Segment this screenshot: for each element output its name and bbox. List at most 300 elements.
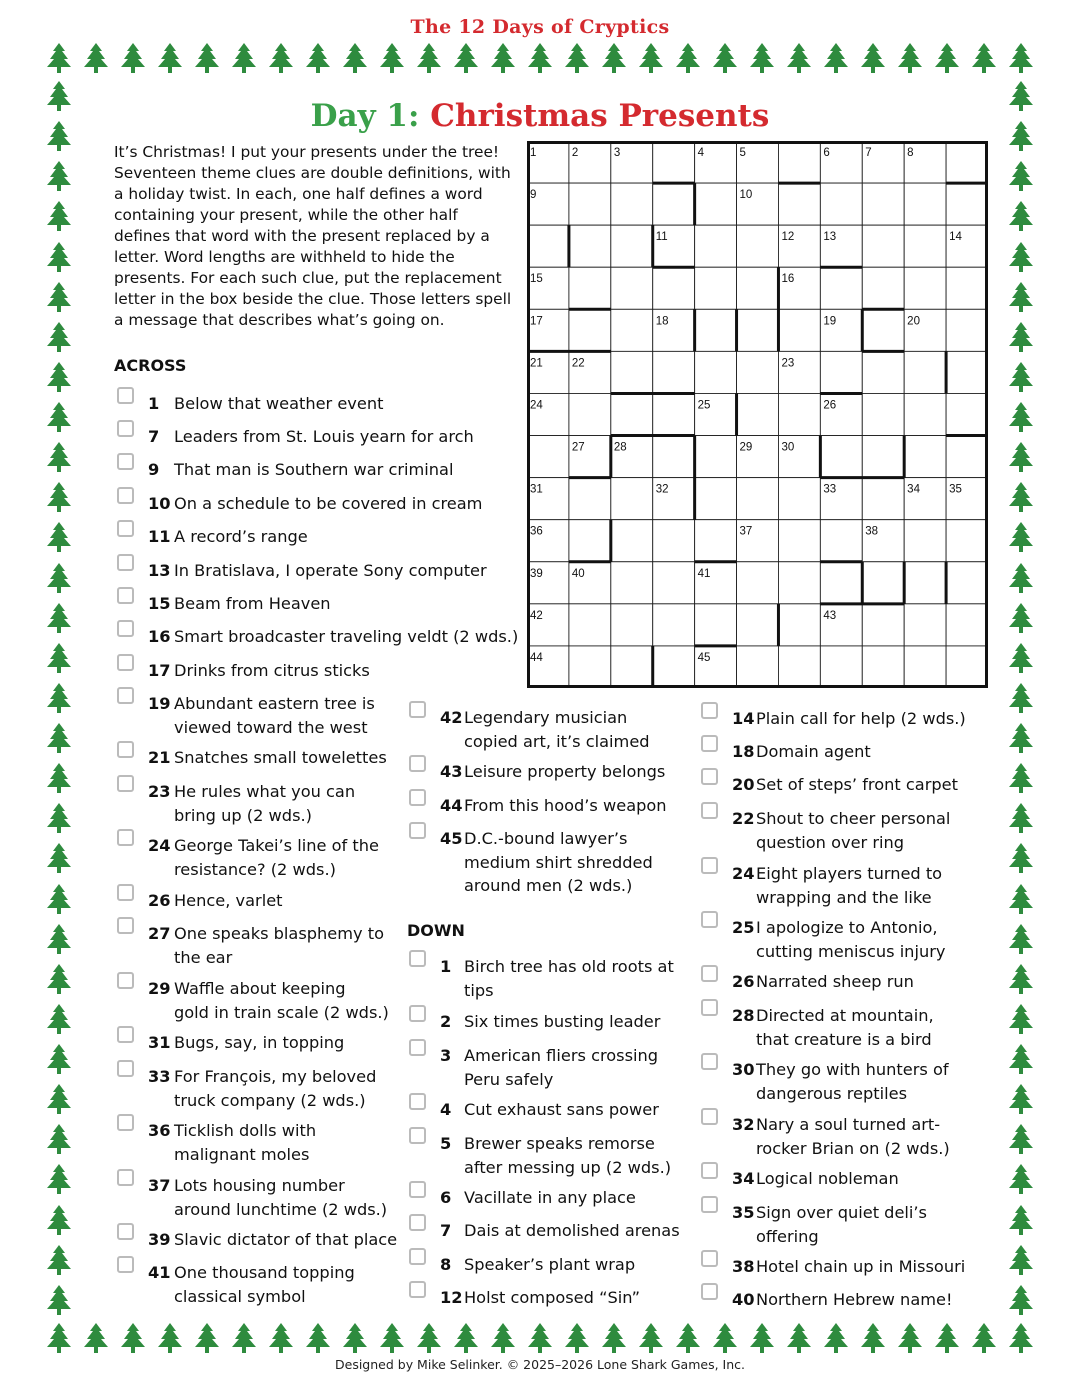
grid-cell[interactable]: [778, 309, 820, 351]
tree-icon: [303, 42, 333, 74]
answer-checkbox[interactable]: [409, 755, 426, 772]
grid-cell[interactable]: [904, 520, 946, 562]
tree-icon: [44, 1043, 74, 1075]
answer-checkbox[interactable]: [409, 1005, 426, 1022]
clue-number: 2: [440, 1012, 452, 1031]
grid-cell[interactable]: [611, 646, 653, 688]
tree-icon: [1006, 321, 1036, 353]
tree-icon: [1006, 923, 1036, 955]
tree-icon: [44, 602, 74, 634]
clue-number: 24: [148, 836, 171, 855]
answer-checkbox[interactable]: [117, 775, 134, 792]
grid-cell[interactable]: [569, 520, 611, 562]
clue-text: Legendary musician copied art, it’s claimed: [464, 708, 650, 751]
answer-checkbox[interactable]: [701, 1283, 718, 1300]
tree-icon: [858, 42, 888, 74]
tree-icon: [155, 1322, 185, 1354]
grid-cell[interactable]: [946, 436, 988, 478]
tree-icon: [1006, 1123, 1036, 1155]
grid-cell[interactable]: [695, 225, 737, 267]
tree-icon: [932, 42, 962, 74]
grid-cell[interactable]: [862, 351, 904, 393]
tree-border-bottom: [44, 1322, 1036, 1354]
clue-text: Speaker’s plant wrap: [464, 1255, 636, 1274]
clue-number: 31: [148, 1033, 171, 1052]
tree-icon: [562, 1322, 592, 1354]
tree-icon: [44, 321, 74, 353]
answer-checkbox[interactable]: [701, 1108, 718, 1125]
grid-number: 38: [865, 525, 879, 538]
grid-cell[interactable]: [862, 604, 904, 646]
answer-checkbox[interactable]: [409, 1281, 426, 1298]
grid-cell[interactable]: [862, 646, 904, 688]
clue-text: Sign over quiet deli’s offering: [756, 1203, 927, 1246]
clue-number: 19: [148, 694, 171, 713]
grid-cell[interactable]: [820, 351, 862, 393]
tree-icon: [118, 1322, 148, 1354]
clue-number: 16: [148, 627, 171, 646]
grid-cell[interactable]: [904, 393, 946, 435]
grid-cell[interactable]: [527, 225, 569, 267]
answer-checkbox[interactable]: [409, 1039, 426, 1056]
clue-number: 42: [440, 708, 463, 727]
clue-text: George Takei’s line of the resistance? (2 wds.): [174, 836, 379, 879]
grid-cell[interactable]: [946, 562, 988, 604]
clue-number: 7: [148, 427, 160, 446]
clue-number: 11: [148, 527, 171, 546]
clue-number: 22: [732, 809, 755, 828]
answer-checkbox[interactable]: [701, 999, 718, 1016]
grid-number: 35: [949, 483, 962, 496]
grid-cell[interactable]: [653, 520, 695, 562]
intro-text: It’s Christmas! I put your presents under the tree! Seventeen theme clues are double definitions, with a holiday twist. In each, one half defines a word containing your present, while the other half defines that word with the present replaced by a letter. Word lengths are withheld to hide the presents. For each such clue, put the replacement letter in the box beside the clue. Those letters spell a message that describes what’s going on.: [114, 143, 512, 329]
grid-cell[interactable]: [737, 604, 779, 646]
grid-cell[interactable]: [862, 436, 904, 478]
answer-checkbox[interactable]: [409, 1181, 426, 1198]
tree-icon: [969, 1322, 999, 1354]
clue-text: D.C.-bound lawyer’s medium shirt shredded around men (2 wds.): [464, 829, 653, 895]
grid-cell[interactable]: [778, 520, 820, 562]
grid-number: 33: [823, 483, 837, 496]
tree-icon: [44, 1083, 74, 1115]
clue-text: On a schedule to be covered in cream: [174, 494, 483, 513]
grid-cell[interactable]: [611, 562, 653, 604]
tree-icon: [44, 883, 74, 915]
grid-cell[interactable]: [862, 309, 904, 351]
clue-text: Slavic dictator of that place: [174, 1230, 398, 1249]
grid-cell[interactable]: [820, 562, 862, 604]
answer-checkbox[interactable]: [117, 829, 134, 846]
tree-icon: [1006, 1284, 1036, 1316]
grid-number: 31: [530, 483, 543, 496]
grid-cell[interactable]: [778, 562, 820, 604]
answer-checkbox[interactable]: [409, 1093, 426, 1110]
grid-cell[interactable]: [862, 562, 904, 604]
answer-checkbox[interactable]: [701, 735, 718, 752]
grid-cell[interactable]: [653, 436, 695, 478]
answer-checkbox[interactable]: [117, 487, 134, 504]
tree-icon: [1006, 602, 1036, 634]
clue-number: 1: [440, 957, 452, 976]
clue-number: 34: [732, 1169, 755, 1188]
clue-number: 29: [148, 979, 171, 998]
grid-cell[interactable]: [695, 520, 737, 562]
grid-cell[interactable]: [904, 646, 946, 688]
grid-number: 19: [823, 315, 837, 328]
grid-cell[interactable]: [569, 309, 611, 351]
grid-number: 25: [697, 399, 711, 412]
tree-icon: [1006, 200, 1036, 232]
grid-cell[interactable]: [611, 604, 653, 646]
clue-number: 23: [148, 782, 171, 801]
grid-cell[interactable]: [862, 183, 904, 225]
clue-number: 27: [148, 924, 171, 943]
clue-text: Shout to cheer personal question over ring: [756, 809, 951, 852]
grid-cell[interactable]: [569, 267, 611, 309]
grid-cell[interactable]: [904, 351, 946, 393]
tree-icon: [1006, 1244, 1036, 1276]
grid-cell[interactable]: [695, 267, 737, 309]
answer-checkbox[interactable]: [117, 1256, 134, 1273]
clue-text: Ticklish dolls with malignant moles: [174, 1121, 317, 1164]
tree-icon: [1006, 481, 1036, 513]
tree-icon: [895, 42, 925, 74]
grid-cell[interactable]: [862, 478, 904, 520]
grid-cell[interactable]: [862, 225, 904, 267]
grid-number: 24: [530, 399, 543, 412]
grid-cell[interactable]: [611, 183, 653, 225]
grid-cell[interactable]: [569, 393, 611, 435]
answer-checkbox[interactable]: [701, 768, 718, 785]
answer-checkbox[interactable]: [701, 857, 718, 874]
answer-checkbox[interactable]: [117, 387, 134, 404]
tree-border-left: [44, 80, 74, 1316]
grid-cell[interactable]: [611, 309, 653, 351]
grid-cell[interactable]: [904, 225, 946, 267]
tree-icon: [229, 42, 259, 74]
grid-cell[interactable]: [778, 393, 820, 435]
grid-number: 27: [571, 441, 585, 454]
clue-number: 44: [440, 796, 463, 815]
clue-number: 15: [148, 594, 171, 613]
clue-text: For François, my beloved truck company (2 wds.): [174, 1067, 377, 1110]
grid-cell[interactable]: [862, 267, 904, 309]
grid-cell[interactable]: [737, 478, 779, 520]
grid-number: 1: [530, 147, 537, 159]
clue-text: Drinks from citrus sticks: [174, 661, 370, 680]
clue-text: Northern Hebrew name!: [756, 1290, 953, 1309]
tree-icon: [636, 1322, 666, 1354]
grid-cell[interactable]: [611, 351, 653, 393]
crossword-grid-svg[interactable]: [527, 141, 988, 688]
grid-cell[interactable]: [611, 478, 653, 520]
answer-checkbox[interactable]: [117, 741, 134, 758]
grid-cell[interactable]: [569, 225, 611, 267]
grid-number: 11: [655, 231, 668, 244]
grid-cell[interactable]: [737, 646, 779, 688]
clue-number: 13: [148, 561, 171, 580]
clue-number: 21: [148, 748, 171, 767]
answer-checkbox[interactable]: [117, 1060, 134, 1077]
answer-checkbox[interactable]: [117, 587, 134, 604]
grid-cell[interactable]: [653, 646, 695, 688]
grid-cell[interactable]: [695, 183, 737, 225]
grid-cell[interactable]: [904, 604, 946, 646]
grid-cell[interactable]: [653, 183, 695, 225]
grid-cell[interactable]: [737, 351, 779, 393]
tree-icon: [1006, 1083, 1036, 1115]
grid-number: 30: [781, 441, 795, 454]
answer-checkbox[interactable]: [701, 802, 718, 819]
answer-checkbox[interactable]: [117, 620, 134, 637]
grid-cell[interactable]: [820, 646, 862, 688]
answer-checkbox[interactable]: [701, 1196, 718, 1213]
answer-checkbox[interactable]: [117, 972, 134, 989]
clue-text: Hotel chain up in Missouri: [756, 1257, 966, 1276]
grid-cell[interactable]: [569, 478, 611, 520]
answer-checkbox[interactable]: [117, 554, 134, 571]
answer-checkbox[interactable]: [117, 654, 134, 671]
answer-checkbox[interactable]: [409, 950, 426, 967]
clue-text: Dais at demolished arenas: [464, 1221, 680, 1240]
answer-checkbox[interactable]: [117, 520, 134, 537]
grid-number: 14: [949, 231, 962, 244]
tree-icon: [562, 42, 592, 74]
answer-checkbox[interactable]: [701, 702, 718, 719]
tree-icon: [1006, 1163, 1036, 1195]
clue-number: 37: [148, 1176, 171, 1195]
grid-number: 41: [697, 567, 711, 580]
clue-number: 35: [732, 1203, 755, 1222]
grid-cell[interactable]: [695, 436, 737, 478]
clue-text: He rules what you can bring up (2 wds.): [174, 782, 356, 825]
tree-icon: [192, 42, 222, 74]
tree-icon: [340, 1322, 370, 1354]
answer-checkbox[interactable]: [701, 1053, 718, 1070]
grid-cell[interactable]: [946, 520, 988, 562]
tree-icon: [44, 1163, 74, 1195]
grid-cell[interactable]: [778, 183, 820, 225]
grid-cell[interactable]: [653, 267, 695, 309]
tree-icon: [155, 42, 185, 74]
tree-icon: [1006, 722, 1036, 754]
grid-number: 28: [613, 441, 627, 454]
tree-icon: [525, 42, 555, 74]
grid-cell[interactable]: [611, 520, 653, 562]
grid-number: 7: [865, 147, 872, 159]
grid-number: 16: [781, 273, 795, 286]
clue-text: Narrated sheep run: [756, 972, 914, 991]
tree-icon: [1006, 1003, 1036, 1035]
clue-text: Nary a soul turned art- rocker Brian on (2 wds.): [756, 1115, 950, 1158]
clue-text: Eight players turned to wrapping and the like: [756, 864, 943, 907]
clue-number: 8: [440, 1255, 452, 1274]
answer-checkbox[interactable]: [409, 822, 426, 839]
grid-number: 4: [697, 147, 705, 159]
answer-checkbox[interactable]: [117, 917, 134, 934]
grid-cell[interactable]: [820, 267, 862, 309]
grid-cell[interactable]: [820, 183, 862, 225]
clue-number: 9: [148, 460, 160, 479]
tree-icon: [44, 642, 74, 674]
tree-icon: [1006, 842, 1036, 874]
clue-text: A record’s range: [174, 527, 308, 546]
clue-text: Waffle about keeping gold in train scale (2 wds.): [174, 979, 389, 1022]
grid-cell[interactable]: [946, 604, 988, 646]
answer-checkbox[interactable]: [701, 965, 718, 982]
tree-icon: [1006, 42, 1036, 74]
grid-cell[interactable]: [904, 267, 946, 309]
grid-cell[interactable]: [946, 393, 988, 435]
clue-text: From this hood’s weapon: [464, 796, 667, 815]
grid-cell[interactable]: [820, 520, 862, 562]
clue-number: 10: [148, 494, 171, 513]
clue-text: I apologize to Antonio, cutting meniscus injury: [756, 918, 946, 961]
clue-text: They go with hunters of dangerous reptiles: [756, 1060, 949, 1103]
grid-cell[interactable]: [737, 393, 779, 435]
tree-icon: [44, 1003, 74, 1035]
answer-checkbox[interactable]: [701, 1250, 718, 1267]
answer-checkbox[interactable]: [117, 687, 134, 704]
grid-cell[interactable]: [946, 183, 988, 225]
clue-number: 6: [440, 1188, 452, 1207]
grid-cell[interactable]: [946, 309, 988, 351]
answer-checkbox[interactable]: [409, 789, 426, 806]
grid-cell[interactable]: [653, 562, 695, 604]
grid-cell[interactable]: [778, 141, 820, 183]
tree-icon: [44, 1284, 74, 1316]
grid-cell[interactable]: [569, 646, 611, 688]
tree-icon: [1006, 802, 1036, 834]
clue-text: Vacillate in any place: [464, 1188, 636, 1207]
grid-number: 20: [907, 315, 920, 328]
answer-checkbox[interactable]: [117, 1223, 134, 1240]
grid-cell[interactable]: [527, 436, 569, 478]
grid-number: 40: [571, 567, 585, 580]
clue-text: That man is Southern war criminal: [174, 460, 454, 479]
clue-text: One speaks blasphemy to the ear: [174, 924, 385, 967]
tree-icon: [1006, 401, 1036, 433]
grid-number: 26: [823, 399, 837, 412]
clue-number: 33: [148, 1067, 171, 1086]
grid-cell[interactable]: [569, 183, 611, 225]
grid-cell[interactable]: [611, 225, 653, 267]
tree-icon: [44, 923, 74, 955]
grid-cell[interactable]: [778, 646, 820, 688]
tree-icon: [969, 42, 999, 74]
grid-cell[interactable]: [569, 604, 611, 646]
grid-cell[interactable]: [778, 604, 820, 646]
tree-icon: [451, 1322, 481, 1354]
clue-number: 24: [732, 864, 755, 883]
tree-icon: [414, 42, 444, 74]
answer-checkbox[interactable]: [409, 1214, 426, 1231]
clue-text: In Bratislava, I operate Sony computer: [174, 561, 487, 580]
grid-cell[interactable]: [695, 309, 737, 351]
grid-cell[interactable]: [820, 436, 862, 478]
answer-checkbox[interactable]: [701, 911, 718, 928]
answer-checkbox[interactable]: [117, 1114, 134, 1131]
grid-cell[interactable]: [653, 141, 695, 183]
grid-cell[interactable]: [862, 393, 904, 435]
clue-text: Leisure property belongs: [464, 762, 666, 781]
grid-cell[interactable]: [946, 141, 988, 183]
grid-number: 45: [697, 651, 711, 664]
grid-cell[interactable]: [946, 351, 988, 393]
answer-checkbox[interactable]: [409, 701, 426, 718]
grid-number: 15: [530, 273, 543, 286]
grid-cell[interactable]: [737, 267, 779, 309]
grid-cell[interactable]: [737, 225, 779, 267]
grid-number: 36: [530, 525, 543, 538]
tree-icon: [784, 1322, 814, 1354]
grid-cell[interactable]: [904, 562, 946, 604]
clue-text: Directed at mountain, that creature is a bird: [756, 1006, 934, 1049]
grid-cell[interactable]: [737, 562, 779, 604]
grid-number: 2: [571, 147, 579, 159]
grid-cell[interactable]: [904, 183, 946, 225]
grid-cell[interactable]: [653, 351, 695, 393]
tree-icon: [44, 722, 74, 754]
grid-cell[interactable]: [611, 267, 653, 309]
tree-icon: [44, 42, 74, 74]
answer-checkbox[interactable]: [117, 884, 134, 901]
clue-number: 5: [440, 1134, 452, 1153]
tree-icon: [81, 1322, 111, 1354]
grid-cell[interactable]: [653, 604, 695, 646]
tree-icon: [44, 842, 74, 874]
tree-border-top: [44, 42, 1036, 74]
answer-checkbox[interactable]: [117, 453, 134, 470]
grid-cell[interactable]: [737, 309, 779, 351]
clue-number: 7: [440, 1221, 452, 1240]
tree-icon: [1006, 1043, 1036, 1075]
grid-cell[interactable]: [946, 267, 988, 309]
answer-checkbox[interactable]: [117, 1169, 134, 1186]
grid-number: 37: [739, 525, 753, 538]
answer-checkbox[interactable]: [409, 1127, 426, 1144]
grid-number: 5: [739, 147, 746, 159]
crossword-grid[interactable]: [527, 141, 988, 688]
grid-cell[interactable]: [946, 646, 988, 688]
answer-checkbox[interactable]: [409, 1248, 426, 1265]
grid-cell[interactable]: [695, 351, 737, 393]
grid-cell[interactable]: [611, 393, 653, 435]
clue-number: 20: [732, 775, 755, 794]
clue-number: 3: [440, 1046, 452, 1065]
grid-cell[interactable]: [695, 604, 737, 646]
clue-number: 41: [148, 1263, 171, 1282]
grid-number: 17: [530, 315, 543, 328]
tree-icon: [44, 682, 74, 714]
clue-number: 28: [732, 1006, 755, 1025]
tree-icon: [1006, 963, 1036, 995]
day-label: Day 1:: [310, 98, 420, 134]
answer-checkbox[interactable]: [701, 1162, 718, 1179]
clue-number: 18: [732, 742, 755, 761]
grid-cell[interactable]: [778, 478, 820, 520]
answer-checkbox[interactable]: [117, 1026, 134, 1043]
grid-cell[interactable]: [904, 436, 946, 478]
clue-text: Set of steps’ front carpet: [756, 775, 958, 794]
grid-cell[interactable]: [695, 478, 737, 520]
grid-number: 32: [655, 483, 669, 496]
grid-cell[interactable]: [653, 393, 695, 435]
tree-icon: [1006, 762, 1036, 794]
clue-number: 38: [732, 1257, 755, 1276]
answer-checkbox[interactable]: [117, 420, 134, 437]
clue-text: Logical nobleman: [756, 1169, 899, 1188]
